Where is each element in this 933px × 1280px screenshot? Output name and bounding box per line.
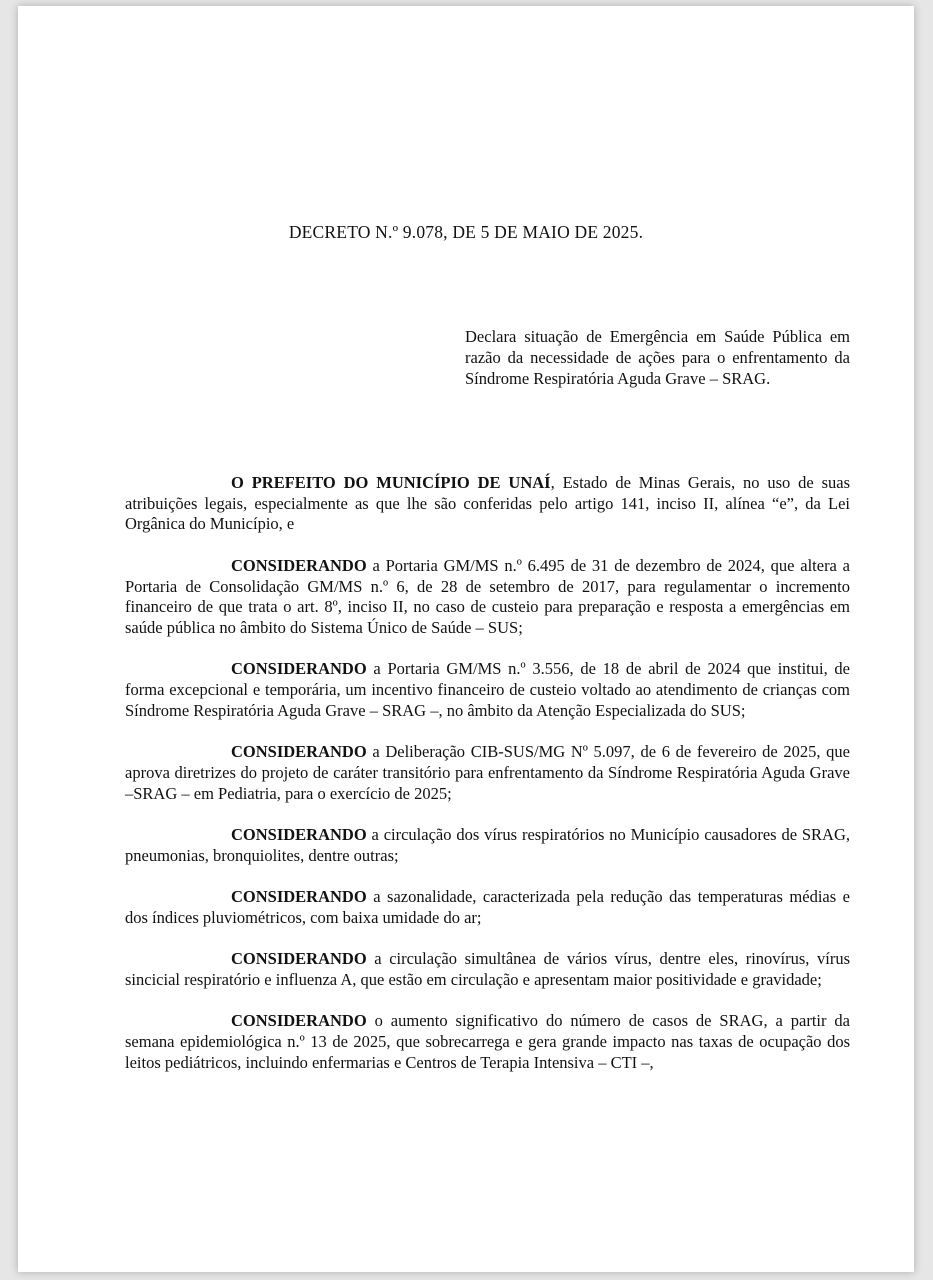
decree-summary: Declara situação de Emergência em Saúde Pública em razão da necessidade de ações para o enfrentamento da Síndrome Respiratória Aguda Grave – SRAG. [465, 327, 850, 388]
paragraph-text: a Portaria GM/MS n.º 3.556, de 18 de abril de 2024 que institui, de forma excepcional e temporária, um incentivo financeiro de custeio voltado ao atendimento de crianças com Síndrome Respiratória Aguda Grave – SRAG –, no âmbito da Atenção Especializada do SUS; [125, 659, 850, 720]
considering-paragraph [125, 825, 850, 866]
decree-body [125, 473, 850, 1094]
considering-paragraph [125, 949, 850, 990]
paragraph-lead: CONSIDERANDO [231, 659, 367, 679]
decree-title: DECRETO N.º 9.078, DE 5 DE MAIO DE 2025. [288, 222, 644, 242]
paragraph-text: a Deliberação CIB-SUS/MG Nº 5.097, de 6 de fevereiro de 2025, que aprova diretrizes do projeto de caráter transitório para enfrentamento da Síndrome Respiratória Aguda Grave –SRAG – em Pediatria, para o exercício de 2025; [125, 742, 850, 803]
considering-paragraph [125, 742, 850, 804]
paragraph-lead: CONSIDERANDO [231, 742, 367, 762]
paragraph-text: o aumento significativo do número de casos de SRAG, a partir da semana epidemiológica n.º 13 de 2025, que sobrecarrega e gera grande impacto nas taxas de ocupação dos leitos pediátricos, incluindo enfermarias e Centros de Terapia Intensiva – CTI –, [125, 1011, 850, 1072]
paragraph-text: a Portaria GM/MS n.º 6.495 de 31 de dezembro de 2024, que altera a Portaria de Consolidação GM/MS n.º 6, de 28 de setembro de 2017, para regulamentar o incremento financeiro de que trata o art. 8º, inciso II, no caso de custeio para preparação e resposta a emergências em saúde pública no âmbito do Sistema Único de Saúde – SUS; [125, 555, 850, 637]
paragraph-text: a circulação simultânea de vários vírus, dentre eles, rinovírus, vírus sincicial respiratório e influenza A, que estão em circulação e apresentam maior positividade e gravidade; [125, 949, 850, 989]
paragraph-lead: CONSIDERANDO [231, 1011, 367, 1031]
paragraph-lead: CONSIDERANDO [231, 949, 367, 969]
paragraph-lead: O PREFEITO DO MUNICÍPIO DE UNAÍ [231, 473, 551, 492]
considering-paragraph [125, 556, 850, 639]
paragraph-text: a sazonalidade, caracterizada pela redução das temperaturas médias e dos índices pluviométricos, com baixa umidade do ar; [125, 886, 850, 927]
considering-paragraph [125, 659, 850, 721]
paragraph-lead: CONSIDERANDO [231, 886, 367, 906]
paragraph-lead: CONSIDERANDO [231, 555, 367, 575]
paragraph-lead: CONSIDERANDO [231, 824, 367, 844]
considering-paragraph [125, 887, 850, 928]
preamble-paragraph [125, 473, 850, 535]
considering-paragraph [125, 1011, 850, 1073]
document-page [18, 6, 914, 1272]
paragraph-text: , Estado de Minas Gerais, no uso de suas atribuições legais, especialmente as que lhe são conferidas pelo artigo 141, inciso II, alínea “e”, da Lei Orgânica do Município, e [125, 473, 850, 534]
paragraph-text: a circulação dos vírus respiratórios no Município causadores de SRAG, pneumonias, bronquiolites, dentre outras; [125, 824, 850, 865]
